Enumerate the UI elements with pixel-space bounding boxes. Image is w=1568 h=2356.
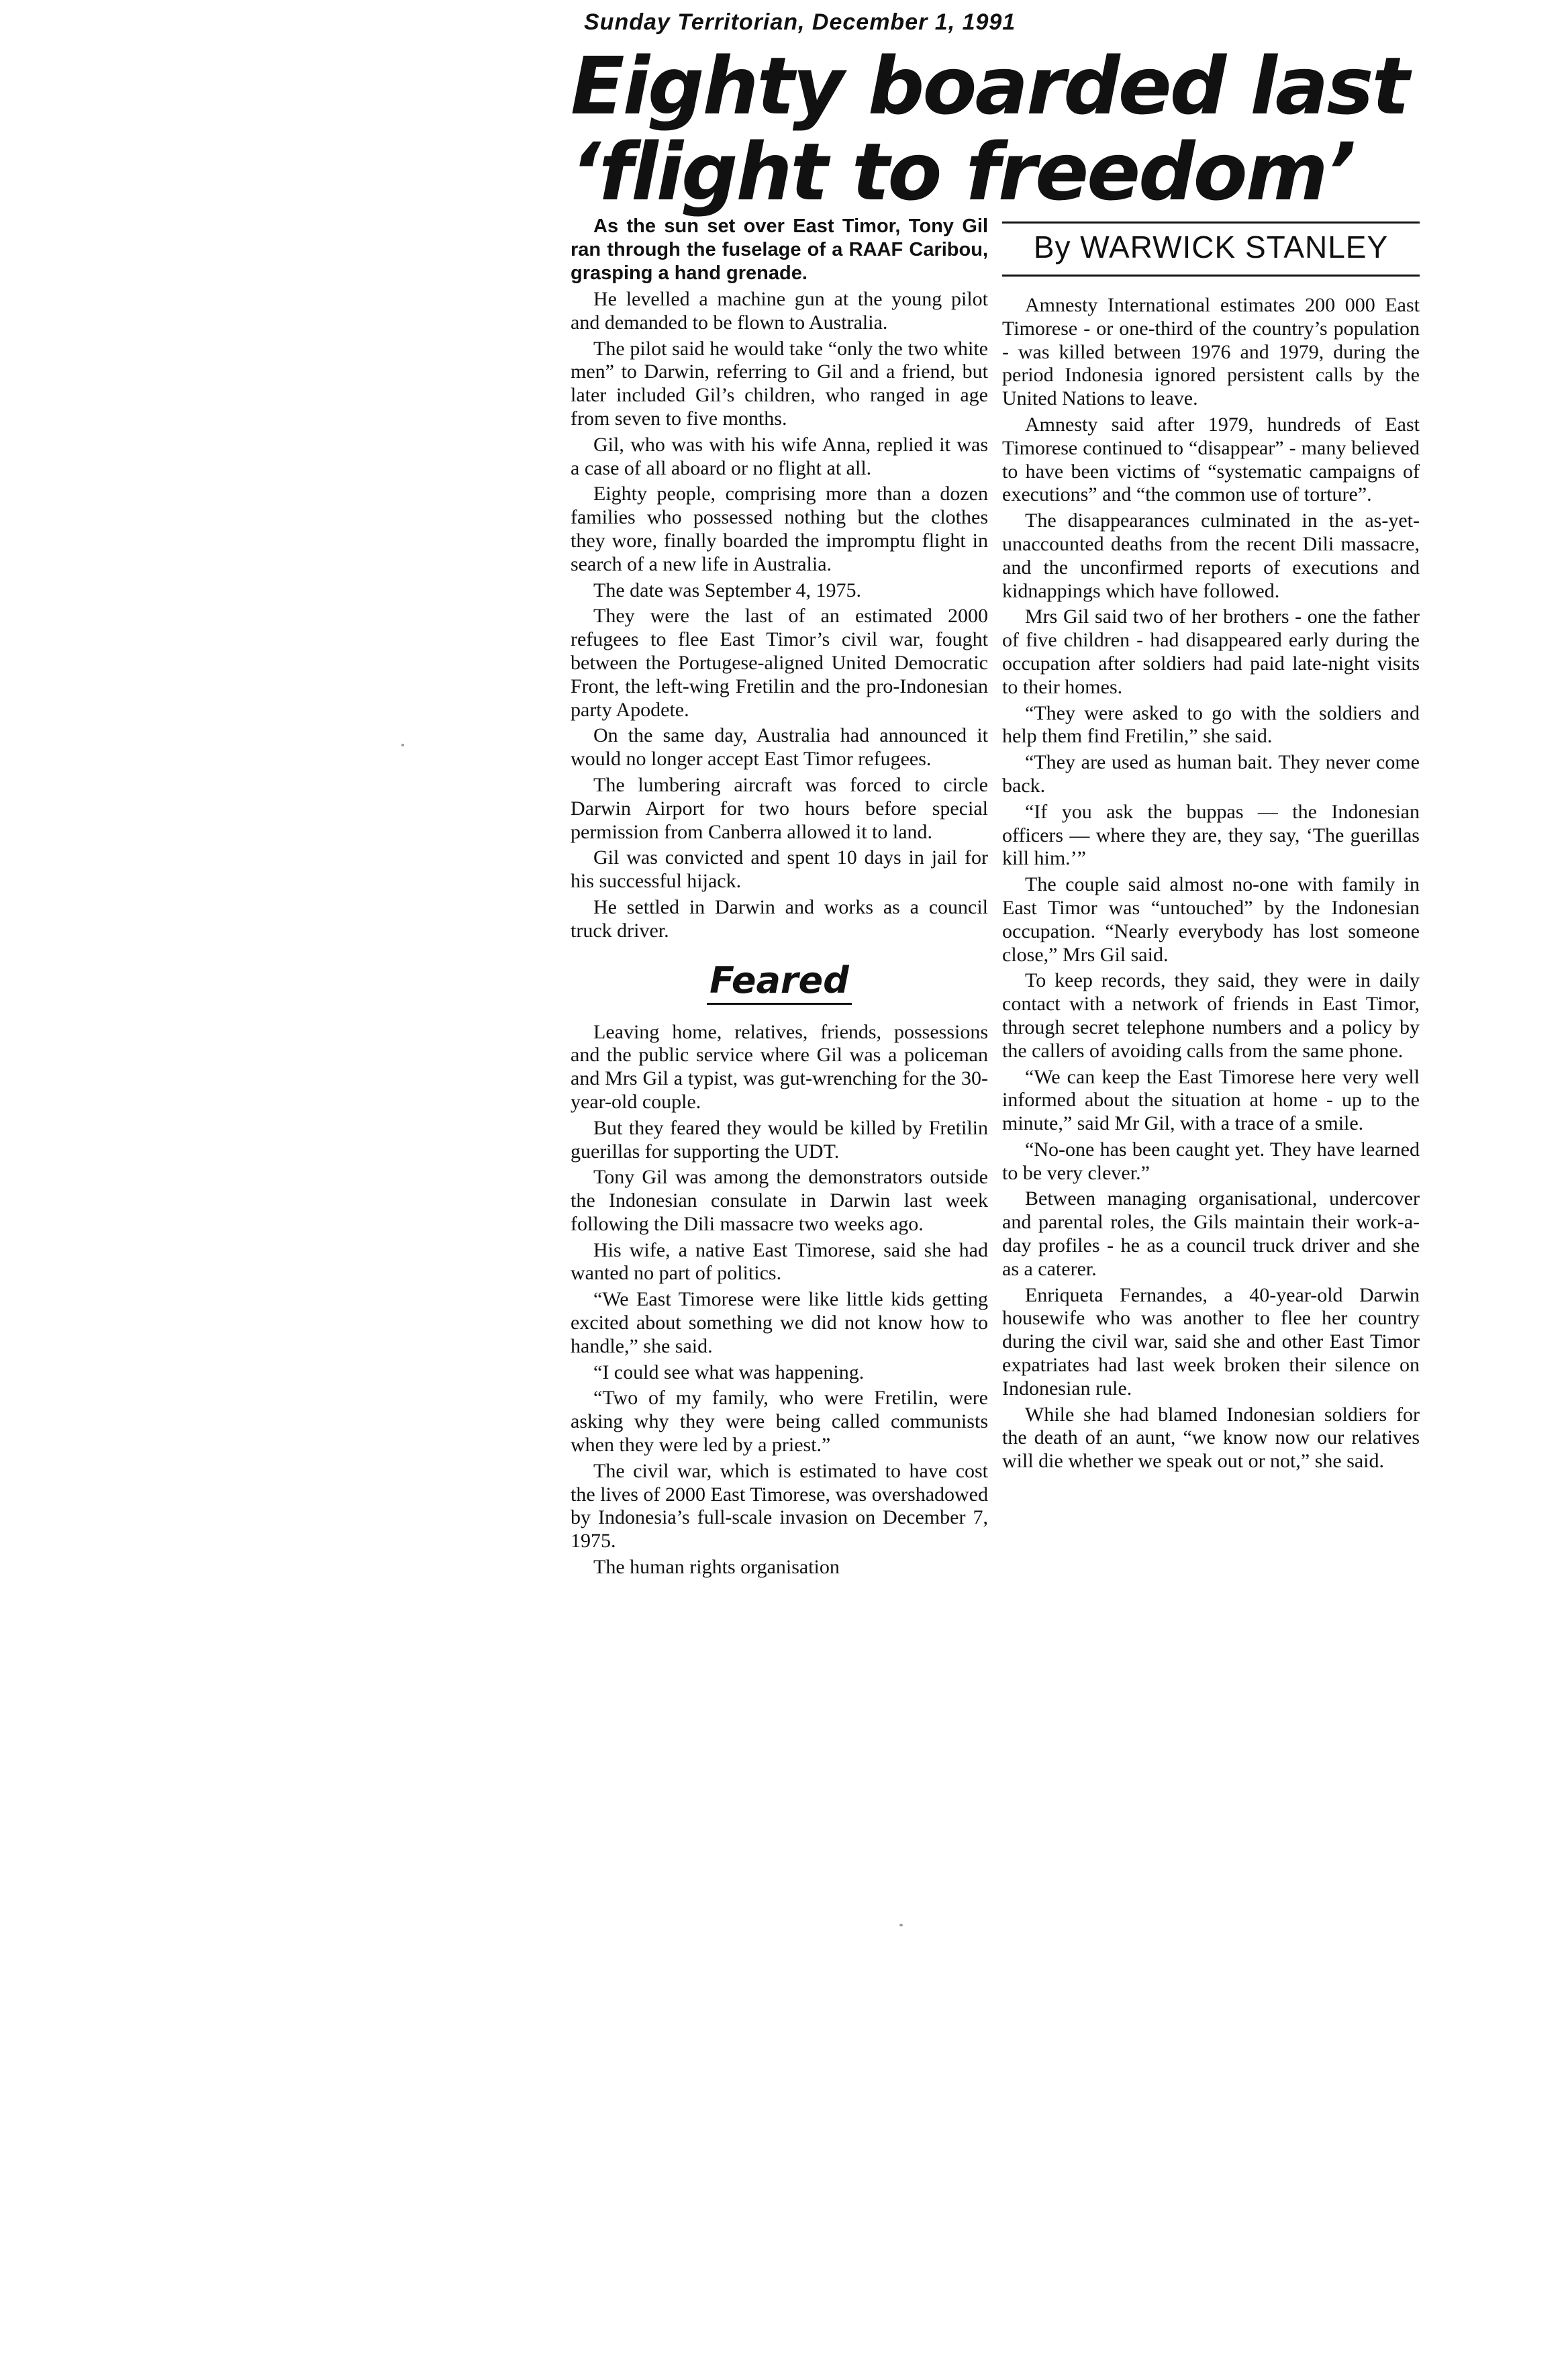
paragraph: The date was September 4, 1975. (593, 579, 862, 601)
paragraph: “They are used as human bait. They never come back. (1002, 751, 1420, 797)
paragraph: “We East Timorese were like little kids getting excited about something we did not know how to handle,” she said. (571, 1288, 988, 1357)
paragraph: To keep records, they said, they were in daily contact with a network of friends in East Timor, through secret telephone numbers and a policy by the callers of avoiding calls from the same phone. (1002, 969, 1420, 1062)
paragraph: Enriqueta Fernandes, a 40-year-old Darwin housewife who was another to flee her country during the civil war, said she and other East Timor expatriates had last week broken their silence on Indonesian rule. (1002, 1283, 1420, 1400)
paragraph: “No-one has been caught yet. They have learned to be very clever.” (1002, 1138, 1420, 1184)
paragraph: The disappearances culminated in the as-yet-unaccounted deaths from the recent Dili massacre, and the unconfirmed reports of executions and kidnappings which have followed. (1002, 509, 1420, 602)
paragraph: Amnesty International estimates 200 000 East Timorese - or one-third of the country’s population - was killed between 1976 and 1979, during the period Indonesia ignored persistent calls by the United Nations to leave. (1002, 294, 1420, 410)
paragraph: “They were asked to go with the soldiers and help them find Fretilin,” she said. (1002, 701, 1420, 748)
paragraph: On the same day, Australia had announced it would no longer accept East Timor refugees. (571, 724, 988, 771)
paragraph: Gil, who was with his wife Anna, replied it was a case of all aboard or no flight at all. (571, 433, 988, 479)
paragraph: “If you ask the buppas — the Indonesian officers — where they are, they say, ‘The guerillas kill him.’” (1002, 800, 1420, 870)
paragraph: The couple said almost no-one with family in East Timor was “untouched” by the Indonesian occupation. “Nearly everybody has lost someone close,” Mrs Gil said. (1002, 873, 1420, 966)
paragraph: Eighty people, comprising more than a dozen families who possessed nothing but the clothes they wore, finally boarded the impromptu flight in search of a new life in Australia. (571, 483, 988, 575)
paragraph: The human rights organisation (593, 1556, 840, 1579)
paragraph: The civil war, which is estimated to have cost the lives of 2000 East Timorese, was overshadowed by Indonesia’s full-scale invasion on December 7, 1975. (571, 1459, 988, 1553)
paragraph: “Two of my family, who were Fretilin, were asking why they were being called communists when they were led by a priest.” (571, 1387, 988, 1457)
paragraph: The pilot said he would take “only the two white men” to Darwin, referring to Gil and a friend, but later included Gil’s children, who ranged in age from seven to five months. (571, 337, 988, 430)
paragraph: He levelled a machine gun at the young pilot and demanded to be flown to Australia. (571, 288, 988, 334)
lead-paragraph: As the sun set over East Timor, Tony Gil ran through the fuselage of a RAAF Caribou, grasping a hand grenade. (571, 215, 988, 284)
headline-line-1: Eighty boarded last (571, 40, 1408, 132)
dateline: Sunday Territorian, December 1, 1991 (584, 9, 1016, 35)
paragraph: His wife, a native East Timorese, said she had wanted no part of politics. (571, 1238, 988, 1285)
article-column-right (1002, 222, 1420, 1473)
paragraph: They were the last of an estimated 2000 refugees to flee East Timor’s civil war, fought between the Portugese-aligned United Democratic Front, the left-wing Fretilin and the pro-Indonesian party Apodete. (571, 605, 988, 721)
scan-speck (401, 744, 404, 746)
subheading-text: Feared (707, 959, 852, 1005)
paragraph: The lumbering aircraft was forced to circle Darwin Airport for two hours before special permission from Canberra allowed it to land. (571, 773, 988, 843)
article-column-left (571, 215, 988, 1579)
paragraph: But they feared they would be killed by Fretilin guerillas for supporting the UDT. (571, 1116, 988, 1163)
byline: By WARWICK STANLEY (1033, 230, 1389, 264)
byline-box (1002, 222, 1420, 277)
scan-speck (899, 1924, 903, 1926)
paragraph: “I could see what was happening. (593, 1361, 865, 1383)
paragraph: Gil was convicted and spent 10 days in jail for his successful hijack. (571, 846, 988, 893)
headline-line-2: ‘flight to freedom’ (571, 126, 1355, 218)
paragraph: He settled in Darwin and works as a council truck driver. (571, 895, 988, 942)
paragraph: Mrs Gil said two of her brothers - one the father of five children - had disappeared early during the occupation after soldiers had paid late-night visits to their homes. (1002, 605, 1420, 698)
headline (571, 40, 1443, 218)
paragraph: Amnesty said after 1979, hundreds of East Timorese continued to “disappear” - many believed to have been victims of “systematic campaigns of executions” and “the common use of torture”. (1002, 413, 1420, 506)
subheading (571, 961, 988, 1001)
paragraph: Between managing organisational, undercover and parental roles, the Gils maintain their work-a-day profiles - he as a council truck driver and she as a caterer. (1002, 1187, 1420, 1280)
paragraph: While she had blamed Indonesian soldiers for the death of an aunt, “we know now our relatives will die whether we speak out or not,” she said. (1002, 1403, 1420, 1473)
paragraph: Leaving home, relatives, friends, possessions and the public service where Gil was a policeman and Mrs Gil a typist, was gut-wrenching for the 30-year-old couple. (571, 1020, 988, 1113)
paragraph: Tony Gil was among the demonstrators outside the Indonesian consulate in Darwin last week following the Dili massacre two weeks ago. (571, 1166, 988, 1235)
paragraph: “We can keep the East Timorese here very well informed about the situation at home - up to the minute,” said Mr Gil, with a trace of a smile. (1002, 1065, 1420, 1135)
